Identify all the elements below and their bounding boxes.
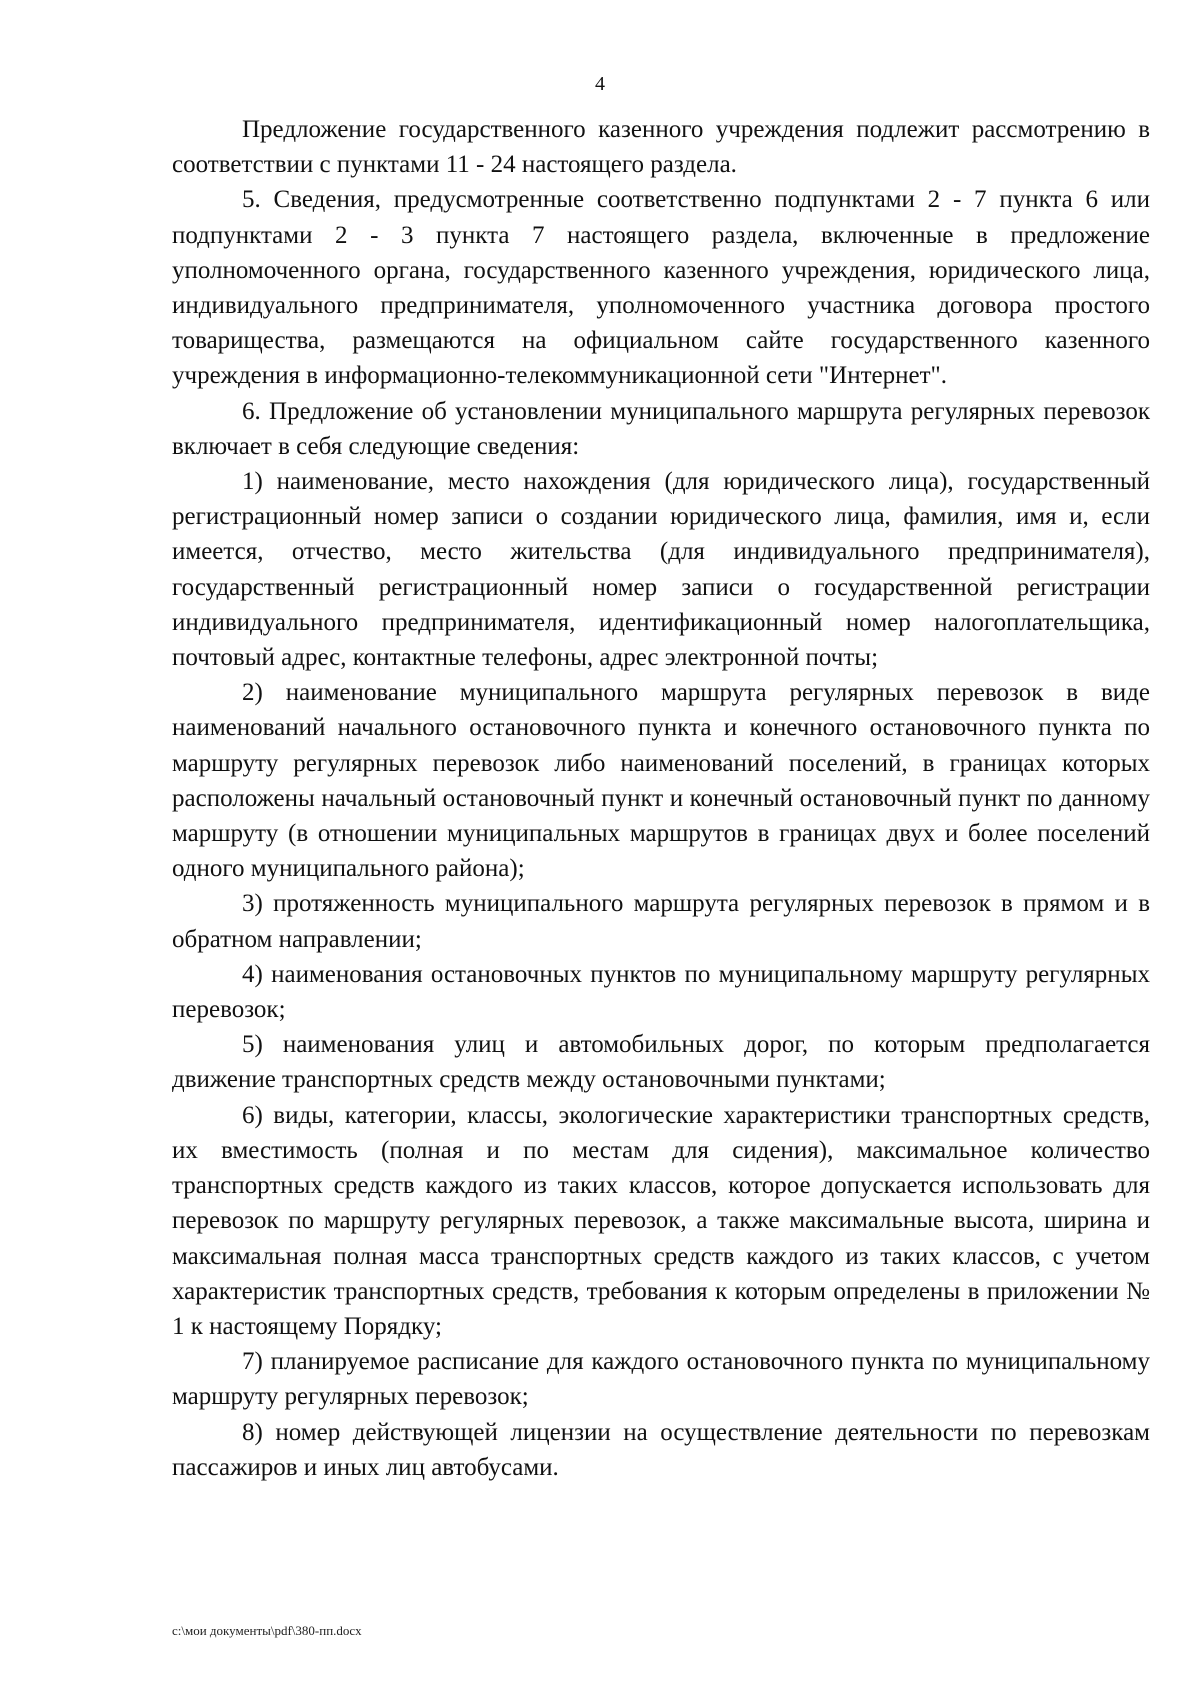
subitem-5: 5) наименования улиц и автомобильных дорог, по которым предполагается движение транспортных средств между остановочными пунктами; xyxy=(172,1031,1150,1094)
paragraph-item-5: 5. Сведения, предусмотренные соответственно подпунктами 2 - 7 пункта 6 или подпунктами 2 - 3 пункта 7 настоящего раздела, включенные в предложение уполномоченного органа, государственного казенного учреждения, юридического лица, индивидуального предпринимателя, уполномоченного участника договора простого товарищества, размещаются на официальном сайте государственного казенного учреждения в информационно-телекоммуникационной сети "Интернет". xyxy=(172,186,1150,390)
subitem-6: 6) виды, категории, классы, экологические характеристики транспортных средств, их вместимость (полная и по местам для сидения), максимальное количество транспортных средств каждого из таких классов, которое допускается использовать для перевозок по маршруту регулярных перевозок, а также максимальные высота, ширина и максимальная полная масса транспортных средств каждого из таких классов, с учетом характеристик транспортных средств, требования к которым определены в приложении № 1 к настоящему Порядку; xyxy=(172,1101,1150,1340)
file-path-footer: c:\мои документы\pdf\380-пп.docx xyxy=(172,1623,362,1638)
paragraph-item-6: 6. Предложение об установлении муниципального маршрута регулярных перевозок включает в себя следующие сведения: xyxy=(172,397,1150,460)
subitem-2: 2) наименование муниципального маршрута регулярных перевозок в виде наименований начального остановочного пункта и конечного остановочного пункта по маршруту регулярных перевозок либо наименований поселений, в границах которых расположены начальный остановочный пункт и конечный остановочный пункт по данному маршруту (в отношении муниципальных маршрутов в границах двух и более поселений одного муниципального района); xyxy=(172,679,1150,883)
document-body xyxy=(172,112,1150,1485)
page-number: 4 xyxy=(595,73,605,95)
subitem-4: 4) наименования остановочных пунктов по муниципальному маршруту регулярных перевозок; xyxy=(172,960,1150,1024)
subitem-1: 1) наименование, место нахождения (для юридического лица), государственный регистрационный номер записи о создании юридического лица, фамилия, имя и, если имеется, отчество, место жительства (для индивидуального предпринимателя), государственный регистрационный номер записи о государственной регистрации индивидуального предпринимателя, идентификационный номер налогоплательщика, почтовый адрес, контактные телефоны, адрес электронной почты; xyxy=(172,468,1150,672)
subitem-3: 3) протяженность муниципального маршрута регулярных перевозок в прямом и в обратном направлении; xyxy=(172,890,1150,953)
subitem-7: 7) планируемое расписание для каждого остановочного пункта по муниципальному маршруту регулярных перевозок; xyxy=(172,1348,1150,1411)
subitem-8: 8) номер действующей лицензии на осуществление деятельности по перевозкам пассажиров и иных лиц автобусами. xyxy=(172,1418,1150,1481)
paragraph-intro: Предложение государственного казенного учреждения подлежит рассмотрению в соответствии с пунктами 11 - 24 настоящего раздела. xyxy=(172,116,1150,179)
